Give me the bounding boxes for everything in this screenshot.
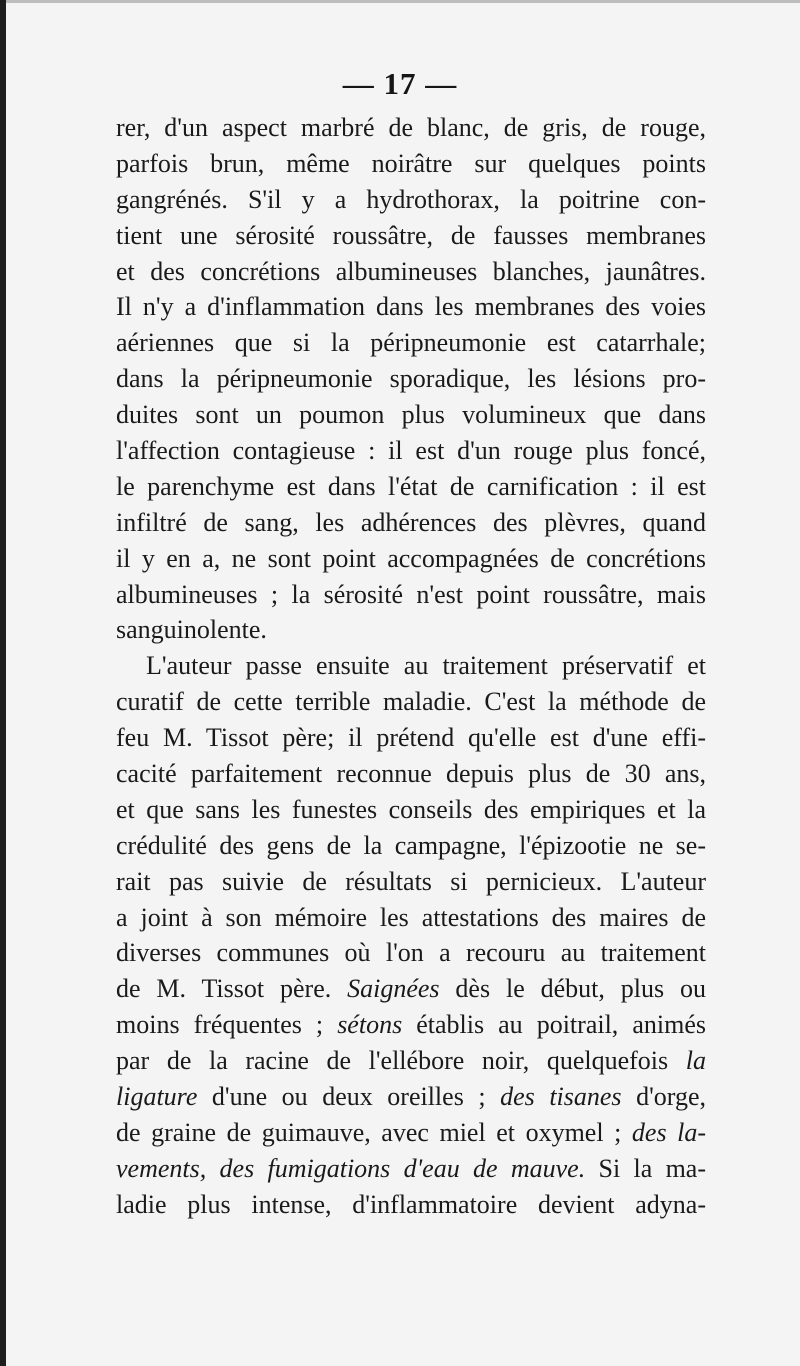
text-line (116, 361, 706, 397)
text-segment: et que sans les funestes conseils des empiriques et la (116, 794, 706, 824)
text-segment: d'une ou deux oreilles ; (197, 1082, 501, 1112)
body-text (116, 110, 706, 1223)
text-line (116, 289, 706, 325)
italic-text: sétons (337, 1010, 403, 1040)
text-segment: dès le début, plus ou (439, 974, 707, 1004)
page-number: — 17 — (342, 66, 458, 101)
text-segment: par de la racine de l'ellébore noir, quelquefois (116, 1046, 686, 1076)
text-segment: Si la ma- (585, 1153, 707, 1183)
text-segment: moins fréquentes ; (116, 1010, 338, 1040)
text-line (116, 756, 706, 792)
text-segment: rer, d'un aspect marbré de blanc, de gris, de rouge, (116, 113, 706, 142)
text-line (116, 1187, 706, 1223)
text-segment: de M. Tissot père. (116, 974, 348, 1004)
text-line (116, 218, 706, 254)
text-line (116, 828, 706, 864)
text-segment: duites sont un poumon plus volumineux que dans (116, 400, 706, 430)
text-segment: rait pas suivie de résultats si pernicieux. L'auteur (116, 866, 706, 896)
text-segment: ladie plus intense, d'inflammatoire devient adyna- (116, 1189, 706, 1219)
text-line (116, 182, 706, 218)
text-segment: L'auteur passe ensuite au traitement préservatif et (146, 651, 706, 681)
text-segment: d'orge, (621, 1082, 706, 1112)
italic-text: la (685, 1046, 706, 1076)
text-line (116, 720, 706, 756)
text-segment: parfois brun, même noirâtre sur quelques points (116, 148, 706, 178)
text-segment: et des concrétions albumineuses blanches, jaunâtres. (116, 256, 706, 286)
text-segment: diverses communes où l'on a recouru au traitement (116, 938, 706, 968)
text-line (116, 469, 706, 505)
text-segment: cacité parfaitement reconnue depuis plus de 30 ans, (116, 759, 706, 789)
page-left-edge (0, 0, 6, 1366)
text-segment: albumineuses ; la sérosité n'est point roussâtre, mais (116, 579, 706, 609)
text-segment: Il n'y a d'inflammation dans les membranes des voies (116, 292, 706, 322)
text-segment: dans la péripneumonie sporadique, les lésions pro- (116, 364, 706, 394)
text-line (116, 1115, 706, 1151)
text-line (116, 1007, 706, 1043)
text-segment: il y en a, ne sont point accompagnées de concrétions (116, 543, 706, 573)
text-line (116, 648, 706, 684)
italic-text: des tisanes (500, 1082, 622, 1112)
text-line (116, 146, 706, 182)
page-top-edge (0, 0, 800, 3)
text-line (116, 397, 706, 433)
text-line (116, 864, 706, 900)
text-line (116, 792, 706, 828)
text-segment: l'affection contagieuse : il est d'un rouge plus foncé, (116, 436, 706, 466)
text-line (116, 612, 706, 648)
text-segment: curatif de cette terrible maladie. C'est la méthode de (116, 687, 706, 717)
text-line (116, 577, 706, 613)
text-line (116, 900, 706, 936)
text-line (116, 935, 706, 971)
text-segment: de graine de guimauve, avec miel et oxymel ; (116, 1117, 632, 1147)
text-line (116, 971, 706, 1007)
text-line (116, 684, 706, 720)
text-line (116, 505, 706, 541)
text-segment: sanguinolente. (116, 615, 267, 645)
text-segment: feu M. Tissot père; il prétend qu'elle est d'une effi- (116, 723, 706, 753)
text-segment: a joint à son mémoire les attestations des maires de (116, 902, 706, 932)
text-line (116, 110, 706, 146)
text-segment: le parenchyme est dans l'état de carnification : il est (116, 471, 706, 501)
italic-text: vements, des fumigations d'eau de mauve. (116, 1153, 586, 1183)
text-line (116, 541, 706, 577)
text-line (116, 325, 706, 361)
text-segment: établis au poitrail, animés (402, 1010, 706, 1040)
text-line (116, 254, 706, 290)
italic-text: ligature (116, 1082, 198, 1112)
text-segment: infiltré de sang, les adhérences des plèvres, quand (116, 507, 706, 537)
italic-text: Saignées (347, 974, 440, 1004)
text-line (116, 1151, 706, 1187)
text-line (116, 433, 706, 469)
italic-text: des la- (631, 1117, 707, 1147)
text-line (116, 1043, 706, 1079)
text-line (116, 1079, 706, 1115)
text-segment: tient une sérosité roussâtre, de fausses membranes (116, 220, 706, 250)
text-segment: gangrénés. S'il y a hydrothorax, la poitrine con- (116, 184, 706, 214)
text-segment: crédulité des gens de la campagne, l'épizootie ne se- (116, 830, 706, 860)
text-segment: aériennes que si la péripneumonie est catarrhale; (116, 328, 706, 358)
